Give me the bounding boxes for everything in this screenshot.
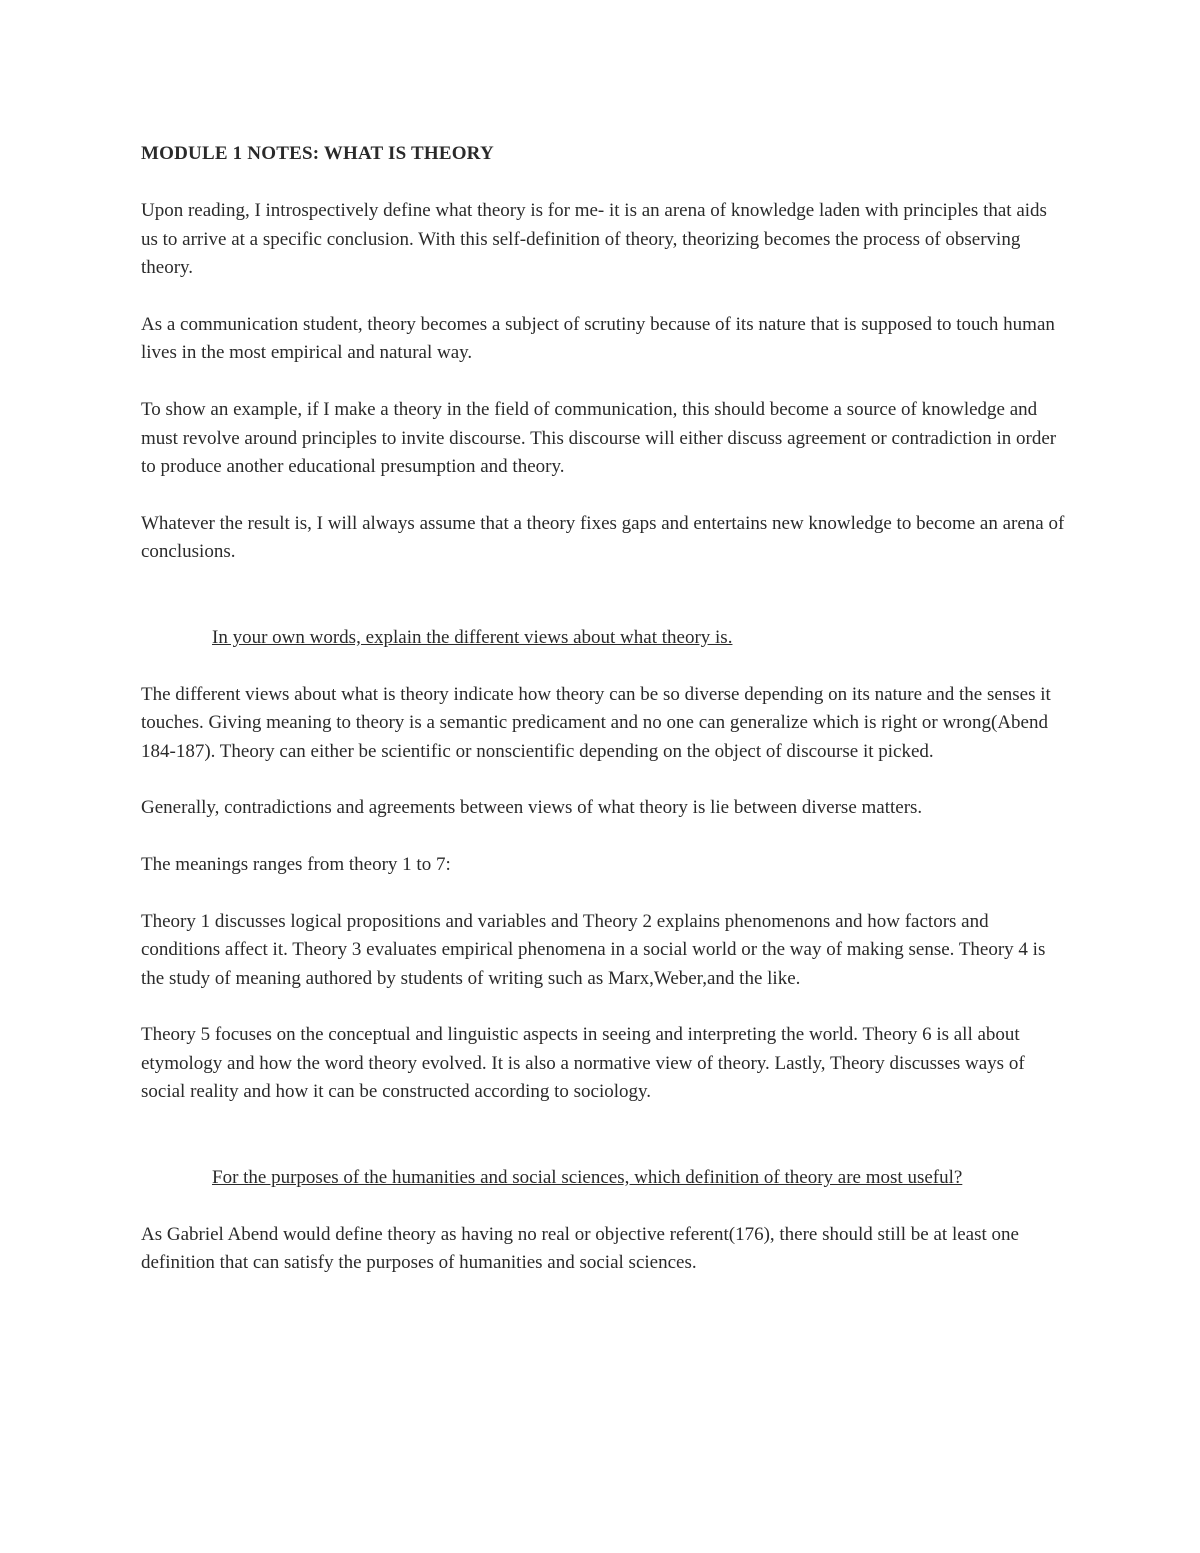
answer1-paragraph: Theory 5 focuses on the conceptual and linguistic aspects in seeing and interpreting the world. Theory 6 is all about etymology and how the word theory evolved. It is also a normative view of theory. Lastly, Theory discusses ways of social reality and how it can be constructed according to sociology. bbox=[141, 1024, 1025, 1103]
paragraph-conclusion: Whatever the result is, I will always assume that a theory fixes gaps and entertains new knowledge to become an arena of conclusions. bbox=[141, 512, 1065, 563]
answer1-paragraph: The different views about what is theory indicate how theory can be so diverse depending on its nature and the senses it touches. Giving meaning to theory is a semantic predicament and no one can generalize which is right or wrong(Abend 184-187). Theory can either be scientific or nonscientific depending on the object of discourse it picked. bbox=[141, 683, 1051, 762]
document-body bbox=[141, 140, 1066, 1306]
document-title: MODULE 1 NOTES: WHAT IS THEORY bbox=[141, 143, 494, 164]
question-heading-2: For the purposes of the humanities and social sciences, which definition of theory are most useful? bbox=[212, 1167, 963, 1189]
answer1-paragraph: Theory 1 discusses logical propositions and variables and Theory 2 explains phenomenons and how factors and conditions affect it. Theory 3 evaluates empirical phenomena in a social world or the way of making sense. Theory 4 is the study of meaning authored by students of writing such as Marx,Weber,and the like. bbox=[141, 910, 1046, 989]
answer2-paragraph: As Gabriel Abend would define theory as having no real or objective referent(176), there should still be at least one definition that can satisfy the purposes of humanities and social sciences. bbox=[141, 1223, 1019, 1274]
answer1-paragraph: The meanings ranges from theory 1 to 7: bbox=[141, 853, 451, 875]
paragraph-example: To show an example, if I make a theory in the field of communication, this should become a source of knowledge and must revolve around principles to invite discourse. This discourse will either discuss agreement or contradiction in order to produce another educational presumption and theory. bbox=[141, 398, 1057, 478]
question-heading-1: In your own words, explain the different views about what theory is. bbox=[212, 626, 733, 648]
answer1-paragraph: Generally, contradictions and agreements between views of what theory is lie between diverse matters. bbox=[141, 797, 923, 819]
paragraph-intro-definition: Upon reading, I introspectively define what theory is for me- it is an arena of knowledge laden with principles that aids us to arrive at a specific conclusion. With this self-definition of theory, theorizing becomes the process of observing theory. bbox=[141, 200, 1047, 279]
paragraph-communication-student: As a communication student, theory becomes a subject of scrutiny because of its nature that is supposed to touch human lives in the most empirical and natural way. bbox=[141, 313, 1055, 364]
